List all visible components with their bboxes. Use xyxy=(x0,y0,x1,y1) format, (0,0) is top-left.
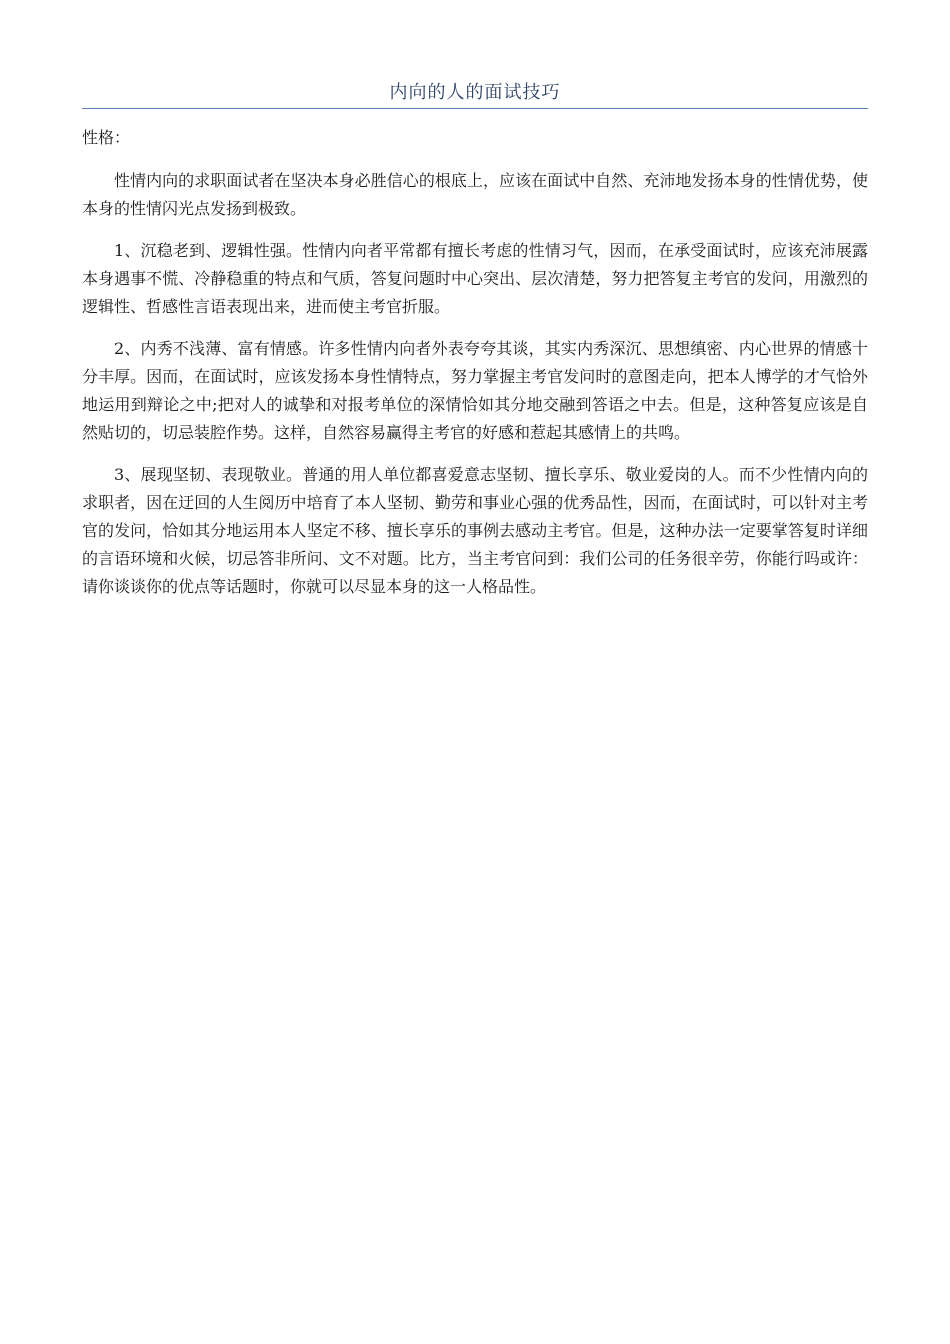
document-page xyxy=(82,78,868,601)
paragraph-point-3: 3、展现坚韧、表现敬业。普通的用人单位都喜爱意志坚韧、擅长享乐、敬业爱岗的人。而不少性情内向的求职者，因在迂回的人生阅历中培育了本人坚韧、勤劳和事业心强的优秀品性，因而，在面试时，可以针对主考官的发问，恰如其分地运用本人坚定不移、擅长享乐的事例去感动主考官。但是，这种办法一定要掌答复时详细的言语环境和火候，切忌答非所问、文不对题。比方，当主考官问到：我们公司的任务很辛劳，你能行吗或许：请你谈谈你的优点等话题时，你就可以尽显本身的这一人格品性。 xyxy=(82,465,868,596)
section-label: 性格： xyxy=(82,128,131,147)
title-underline xyxy=(82,108,868,109)
paragraph-intro: 性情内向的求职面试者在坚决本身必胜信心的根底上，应该在面试中自然、充沛地发扬本身的性情优势，使本身的性情闪光点发扬到极致。 xyxy=(82,171,868,218)
document-title: 内向的人的面试技巧 xyxy=(389,82,561,103)
paragraph-point-2: 2、内秀不浅薄、富有情感。许多性情内向者外表夸夸其谈，其实内秀深沉、思想缜密、内心世界的情感十分丰厚。因而，在面试时，应该发扬本身性情特点，努力掌握主考官发问时的意图走向，把本人博学的才气恰外地运用到辩论之中;把对人的诚挚和对报考单位的深情恰如其分地交融到答语之中去。但是，这种答复应该是自然贴切的，切忌装腔作势。这样，自然容易赢得主考官的好感和惹起其感情上的共鸣。 xyxy=(82,339,868,442)
paragraph-point-1: 1、沉稳老到、逻辑性强。性情内向者平常都有擅长考虑的性情习气，因而，在承受面试时，应该充沛展露本身遇事不慌、冷静稳重的特点和气质，答复问题时中心突出、层次清楚，努力把答复主考官的发问，用激烈的逻辑性、哲感性言语表现出来，进而使主考官折服。 xyxy=(82,241,868,316)
